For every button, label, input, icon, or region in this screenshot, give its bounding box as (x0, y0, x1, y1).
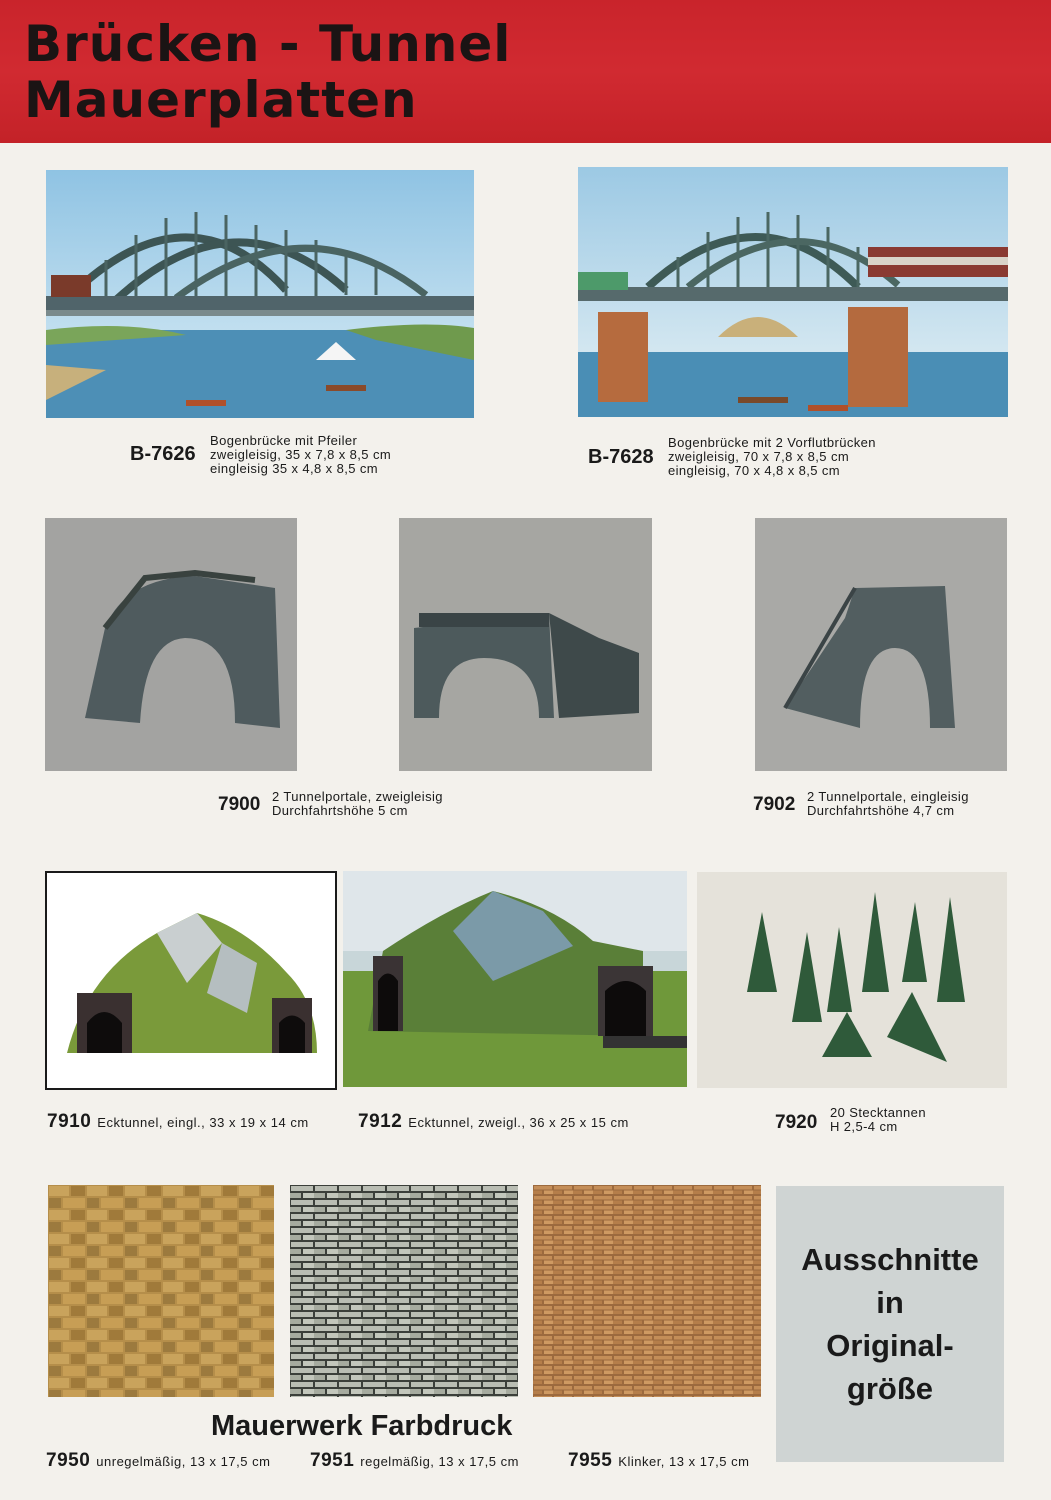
tunnel-7910-label (47, 1111, 309, 1133)
tunnel-7912-label (358, 1111, 629, 1133)
original-size-note-box (776, 1186, 1004, 1462)
wall-7955-label (568, 1450, 749, 1472)
portal-7902-description (807, 790, 969, 818)
wall-7951-code: 7951 (310, 1450, 355, 1471)
portal-7900-code: 7900 (218, 794, 261, 815)
bridge-7628-desc-line: zweigleisig, 70 x 7,8 x 8,5 cm (668, 449, 850, 464)
wall-7951-swatch (290, 1185, 518, 1397)
bridge-7628-code: B-7628 (588, 446, 654, 468)
bridge-7628-desc-line: eingleisig, 70 x 4,8 x 8,5 cm (668, 463, 841, 478)
wall-7955-text: Klinker, 13 x 17,5 cm (618, 1454, 750, 1469)
wall-section-heading: Mauerwerk Farbdruck (211, 1410, 513, 1442)
wall-7951-text: regelmäßig, 13 x 17,5 cm (360, 1454, 519, 1469)
bridge-7628-description (668, 436, 876, 478)
tunnel-7910-text: Ecktunnel, eingl., 33 x 19 x 14 cm (97, 1115, 309, 1130)
wall-7955-swatch (533, 1185, 761, 1397)
page-title: Brücken - Tunnel Mauerplatten (24, 15, 512, 129)
portal-7900-desc-line: 2 Tunnelportale, zweigleisig (272, 789, 443, 804)
tunnel-portal-single-image (755, 518, 1007, 771)
wall-7950-text: unregelmäßig, 13 x 17,5 cm (96, 1454, 271, 1469)
wall-7950-code: 7950 (46, 1450, 91, 1471)
bridge-7626-desc-line: eingleisig 35 x 4,8 x 8,5 cm (210, 461, 379, 476)
original-size-note: Ausschnitte in Original- größe (801, 1242, 979, 1406)
bridge-7626-desc-line: Bogenbrücke mit Pfeiler (210, 433, 358, 448)
tunnel-7912-code: 7912 (358, 1111, 403, 1132)
trees-7920-description (830, 1106, 926, 1134)
tunnel-portal-double-image (45, 518, 297, 771)
portal-7900-desc-line: Durchfahrtshöhe 5 cm (272, 803, 408, 818)
wall-7951-label (310, 1450, 519, 1472)
portal-7902-code: 7902 (753, 794, 796, 815)
trees-7920-code: 7920 (775, 1112, 818, 1133)
tunnel-portal-single-front-image (399, 518, 652, 771)
bridge-7626-image (46, 170, 474, 418)
wall-7950-swatch (48, 1185, 274, 1397)
bridge-7626-code: B-7626 (130, 443, 196, 465)
trees-7920-desc-line: H 2,5-4 cm (830, 1119, 898, 1134)
portal-7902-desc-line: 2 Tunnelportale, eingleisig (807, 789, 969, 804)
bridge-7626-desc-line: zweigleisig, 35 x 7,8 x 8,5 cm (210, 447, 392, 462)
bridge-7626-description (210, 434, 391, 476)
tunnel-7910-code: 7910 (47, 1111, 92, 1132)
wall-7950-label (46, 1450, 270, 1472)
bridge-7628-image (578, 167, 1008, 417)
corner-tunnel-7912-image (343, 871, 687, 1087)
wall-7955-code: 7955 (568, 1450, 613, 1471)
trees-7920-desc-line: 20 Stecktannen (830, 1105, 926, 1120)
portal-7902-desc-line: Durchfahrtshöhe 4,7 cm (807, 803, 955, 818)
fir-trees-7920-image (697, 872, 1007, 1088)
corner-tunnel-7910-image (45, 871, 337, 1090)
portal-7900-description (272, 790, 443, 818)
bridge-7628-desc-line: Bogenbrücke mit 2 Vorflutbrücken (668, 435, 876, 450)
tunnel-7912-text: Ecktunnel, zweigl., 36 x 25 x 15 cm (408, 1115, 629, 1130)
